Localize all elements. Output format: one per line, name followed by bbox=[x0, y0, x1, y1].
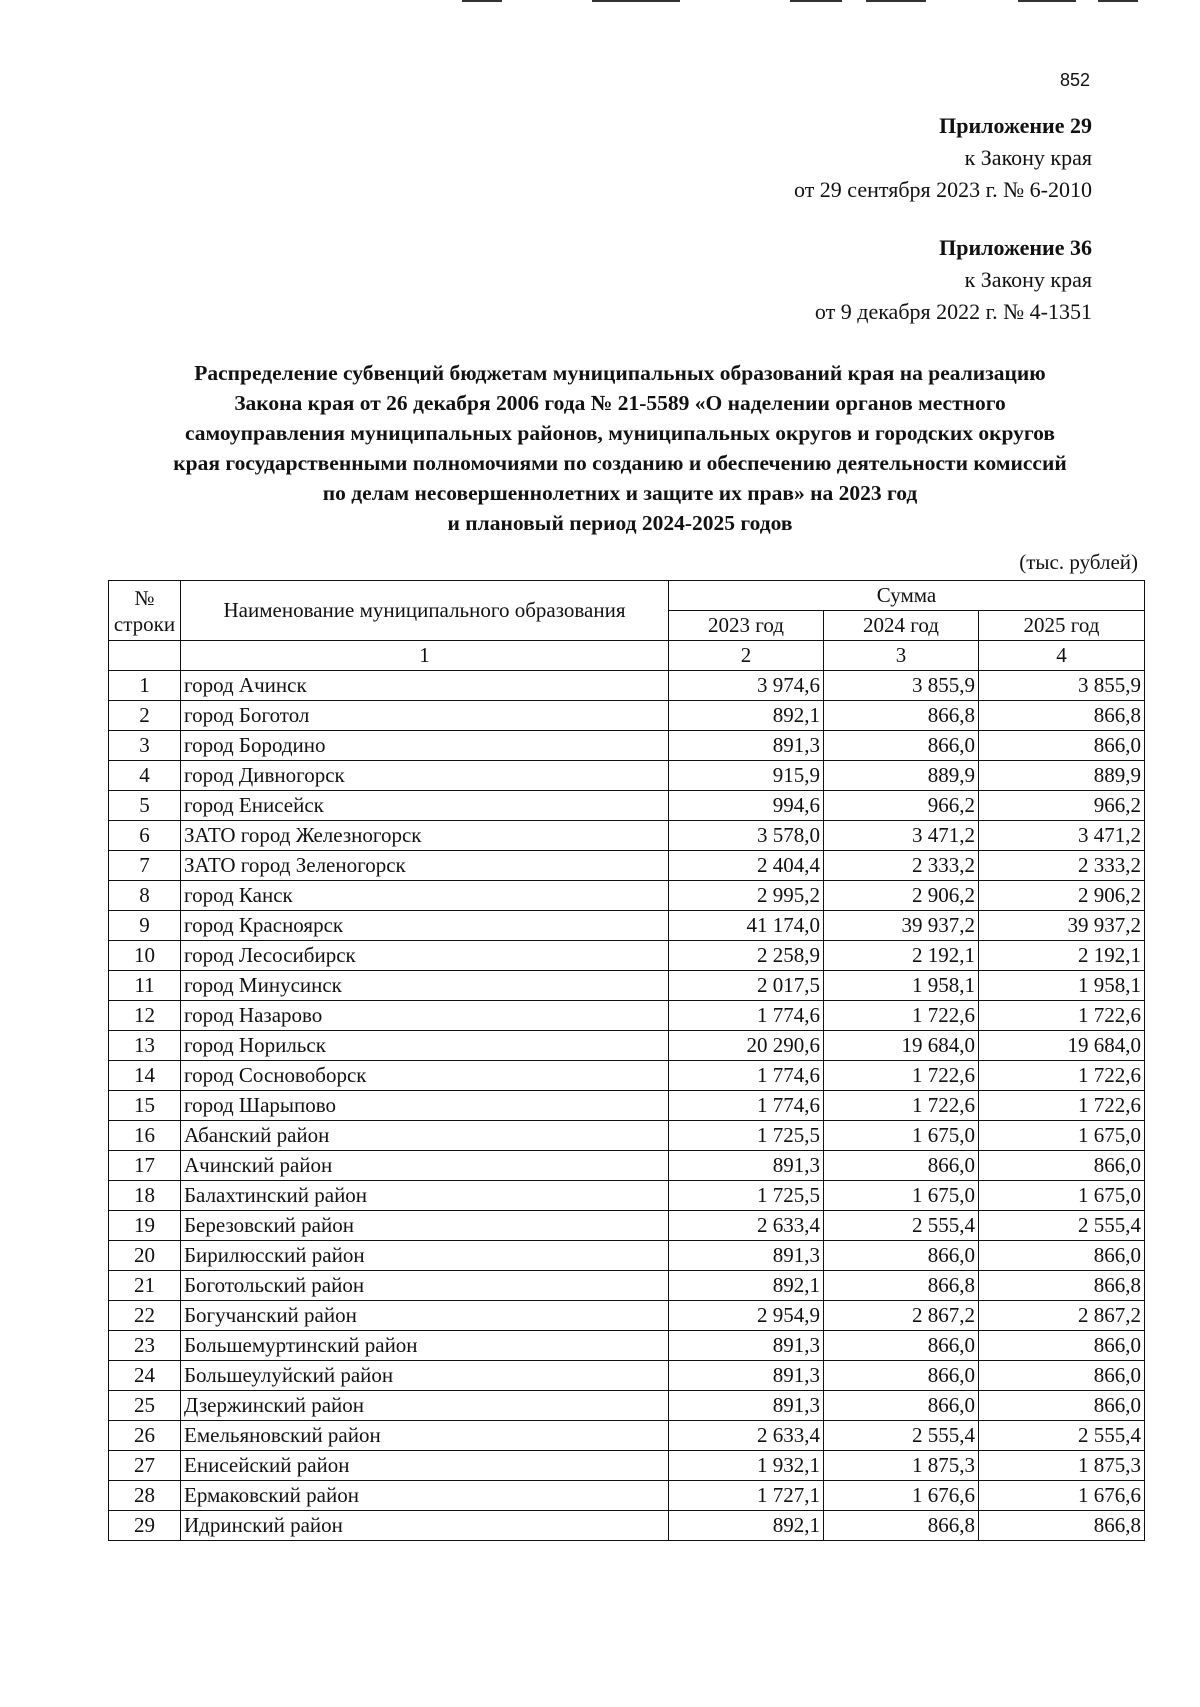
row-number: 17 bbox=[109, 1151, 181, 1181]
column-index: 3 bbox=[824, 641, 979, 671]
sum-2025: 3 471,2 bbox=[979, 821, 1145, 851]
municipality-name: Березовский район bbox=[181, 1211, 669, 1241]
table-row bbox=[109, 1361, 1145, 1391]
table-row bbox=[109, 1001, 1145, 1031]
row-number: 25 bbox=[109, 1391, 181, 1421]
municipality-name: Емельяновский район bbox=[181, 1421, 669, 1451]
row-number: 9 bbox=[109, 911, 181, 941]
sum-2025: 2 333,2 bbox=[979, 851, 1145, 881]
sum-2024: 866,0 bbox=[824, 1391, 979, 1421]
municipality-name: город Назарово bbox=[181, 1001, 669, 1031]
sum-2024: 3 855,9 bbox=[824, 671, 979, 701]
sum-2023: 1 725,5 bbox=[669, 1121, 824, 1151]
municipality-name: Идринский район bbox=[181, 1511, 669, 1541]
sum-2024: 2 333,2 bbox=[824, 851, 979, 881]
table-row bbox=[109, 1481, 1145, 1511]
sum-2024: 889,9 bbox=[824, 761, 979, 791]
sum-2023: 20 290,6 bbox=[669, 1031, 824, 1061]
sum-2025: 2 192,1 bbox=[979, 941, 1145, 971]
table-row bbox=[109, 1331, 1145, 1361]
sum-2024: 866,0 bbox=[824, 1151, 979, 1181]
row-number: 22 bbox=[109, 1301, 181, 1331]
sum-2024: 1 958,1 bbox=[824, 971, 979, 1001]
appendix-law-date: от 9 декабря 2022 г. № 4-1351 bbox=[814, 299, 1092, 324]
municipality-name: Дзержинский район bbox=[181, 1391, 669, 1421]
municipality-name: город Норильск bbox=[181, 1031, 669, 1061]
sum-2024: 2 555,4 bbox=[824, 1211, 979, 1241]
sum-2025: 3 855,9 bbox=[979, 671, 1145, 701]
row-number: 24 bbox=[109, 1361, 181, 1391]
row-number: 28 bbox=[109, 1481, 181, 1511]
sum-2025: 1 675,0 bbox=[979, 1181, 1145, 1211]
municipality-name: Большеулуйский район bbox=[181, 1361, 669, 1391]
row-number: 27 bbox=[109, 1451, 181, 1481]
municipality-name: город Шарыпово bbox=[181, 1091, 669, 1121]
sum-2025: 866,8 bbox=[979, 1511, 1145, 1541]
row-number: 2 bbox=[109, 701, 181, 731]
sum-2023: 1 774,6 bbox=[669, 1061, 824, 1091]
sum-2024: 966,2 bbox=[824, 791, 979, 821]
column-index: 4 bbox=[979, 641, 1145, 671]
sum-2024: 3 471,2 bbox=[824, 821, 979, 851]
column-index: 1 bbox=[181, 641, 669, 671]
table-row bbox=[109, 671, 1145, 701]
municipality-name: Богучанский район bbox=[181, 1301, 669, 1331]
row-number: 23 bbox=[109, 1331, 181, 1361]
title-line: самоуправления муниципальных районов, муниципальных округов и городских округов bbox=[185, 421, 1055, 445]
header-sum: Сумма bbox=[669, 581, 1145, 611]
table-row bbox=[109, 1151, 1145, 1181]
row-number: 13 bbox=[109, 1031, 181, 1061]
row-number: 8 bbox=[109, 881, 181, 911]
sum-2025: 2 906,2 bbox=[979, 881, 1145, 911]
document-title bbox=[100, 358, 1140, 538]
appendix-block-1 bbox=[794, 110, 1092, 206]
sum-2025: 1 675,0 bbox=[979, 1121, 1145, 1151]
row-number: 1 bbox=[109, 671, 181, 701]
sum-2025: 1 958,1 bbox=[979, 971, 1145, 1001]
sum-2024: 2 867,2 bbox=[824, 1301, 979, 1331]
table-row bbox=[109, 911, 1145, 941]
sum-2025: 866,8 bbox=[979, 701, 1145, 731]
column-index bbox=[109, 641, 181, 671]
municipality-name: город Енисейск bbox=[181, 791, 669, 821]
table-row bbox=[109, 821, 1145, 851]
sum-2023: 891,3 bbox=[669, 731, 824, 761]
sum-2025: 1 676,6 bbox=[979, 1481, 1145, 1511]
sum-2023: 2 017,5 bbox=[669, 971, 824, 1001]
row-number: 7 bbox=[109, 851, 181, 881]
sum-2024: 39 937,2 bbox=[824, 911, 979, 941]
appendix-title: Приложение 36 bbox=[939, 235, 1092, 260]
table-row bbox=[109, 1241, 1145, 1271]
sum-2023: 1 727,1 bbox=[669, 1481, 824, 1511]
appendix-law-ref: к Закону края bbox=[964, 145, 1092, 170]
table-row bbox=[109, 881, 1145, 911]
row-number: 21 bbox=[109, 1271, 181, 1301]
sum-2024: 1 676,6 bbox=[824, 1481, 979, 1511]
sum-2024: 866,0 bbox=[824, 1331, 979, 1361]
sum-2025: 866,0 bbox=[979, 1391, 1145, 1421]
municipality-name: город Ачинск bbox=[181, 671, 669, 701]
sum-2024: 19 684,0 bbox=[824, 1031, 979, 1061]
row-number: 6 bbox=[109, 821, 181, 851]
scan-artifact-lines bbox=[0, 0, 1200, 4]
municipality-name: Большемуртинский район bbox=[181, 1331, 669, 1361]
table-row bbox=[109, 1451, 1145, 1481]
sum-2024: 1 722,6 bbox=[824, 1001, 979, 1031]
municipality-name: Балахтинский район bbox=[181, 1181, 669, 1211]
table-row bbox=[109, 1511, 1145, 1541]
row-number: 18 bbox=[109, 1181, 181, 1211]
municipality-name: город Канск bbox=[181, 881, 669, 911]
sum-2024: 1 722,6 bbox=[824, 1091, 979, 1121]
sum-2023: 891,3 bbox=[669, 1241, 824, 1271]
table-row bbox=[109, 1061, 1145, 1091]
sum-2024: 866,0 bbox=[824, 731, 979, 761]
sum-2024: 1 675,0 bbox=[824, 1181, 979, 1211]
header-row-number: № строки bbox=[109, 581, 181, 641]
sum-2023: 891,3 bbox=[669, 1391, 824, 1421]
municipality-name: Ермаковский район bbox=[181, 1481, 669, 1511]
row-number: 20 bbox=[109, 1241, 181, 1271]
sum-2024: 1 875,3 bbox=[824, 1451, 979, 1481]
municipality-name: город Минусинск bbox=[181, 971, 669, 1001]
sum-2023: 2 404,4 bbox=[669, 851, 824, 881]
sum-2025: 19 684,0 bbox=[979, 1031, 1145, 1061]
sum-2025: 1 722,6 bbox=[979, 1061, 1145, 1091]
row-number: 29 bbox=[109, 1511, 181, 1541]
title-line: Распределение субвенций бюджетам муниципальных образований края на реализацию bbox=[194, 361, 1046, 385]
sum-2023: 2 258,9 bbox=[669, 941, 824, 971]
municipality-name: город Бородино bbox=[181, 731, 669, 761]
sum-2023: 994,6 bbox=[669, 791, 824, 821]
sum-2024: 866,0 bbox=[824, 1361, 979, 1391]
municipality-name: город Красноярск bbox=[181, 911, 669, 941]
sum-2025: 2 555,4 bbox=[979, 1211, 1145, 1241]
sum-2025: 889,9 bbox=[979, 761, 1145, 791]
row-number: 11 bbox=[109, 971, 181, 1001]
sum-2023: 892,1 bbox=[669, 1511, 824, 1541]
sum-2024: 866,8 bbox=[824, 1271, 979, 1301]
municipality-name: город Сосновоборск bbox=[181, 1061, 669, 1091]
title-line: Закона края от 26 декабря 2006 года № 21-5589 «О наделении органов местного bbox=[234, 391, 1006, 415]
sum-2024: 2 192,1 bbox=[824, 941, 979, 971]
row-number: 16 bbox=[109, 1121, 181, 1151]
appendix-title: Приложение 29 bbox=[939, 113, 1092, 138]
sum-2023: 3 974,6 bbox=[669, 671, 824, 701]
municipality-name: Бирилюсский район bbox=[181, 1241, 669, 1271]
sum-2023: 2 633,4 bbox=[669, 1211, 824, 1241]
municipality-name: город Лесосибирск bbox=[181, 941, 669, 971]
title-line: по делам несовершеннолетних и защите их прав» на 2023 год bbox=[322, 481, 918, 505]
sum-2023: 891,3 bbox=[669, 1151, 824, 1181]
sum-2025: 966,2 bbox=[979, 791, 1145, 821]
sum-2024: 866,8 bbox=[824, 701, 979, 731]
appendix-law-ref: к Закону края bbox=[964, 267, 1092, 292]
sum-2023: 2 633,4 bbox=[669, 1421, 824, 1451]
sum-2025: 1 722,6 bbox=[979, 1001, 1145, 1031]
row-number: 5 bbox=[109, 791, 181, 821]
sum-2024: 2 906,2 bbox=[824, 881, 979, 911]
table-row bbox=[109, 941, 1145, 971]
sum-2023: 915,9 bbox=[669, 761, 824, 791]
appendix-law-date: от 29 сентября 2023 г. № 6-2010 bbox=[793, 177, 1092, 202]
table-row bbox=[109, 1031, 1145, 1061]
column-index: 2 bbox=[669, 641, 824, 671]
sum-2023: 2 995,2 bbox=[669, 881, 824, 911]
subvention-table bbox=[108, 580, 1145, 1541]
sum-2025: 866,0 bbox=[979, 1241, 1145, 1271]
municipality-name: Ачинский район bbox=[181, 1151, 669, 1181]
row-number: 3 bbox=[109, 731, 181, 761]
table-row bbox=[109, 971, 1145, 1001]
municipality-name: город Дивногорск bbox=[181, 761, 669, 791]
sum-2025: 2 867,2 bbox=[979, 1301, 1145, 1331]
table-row bbox=[109, 1181, 1145, 1211]
municipality-name: ЗАТО город Зеленогорск bbox=[181, 851, 669, 881]
sum-2024: 2 555,4 bbox=[824, 1421, 979, 1451]
appendix-block-2 bbox=[815, 232, 1092, 328]
sum-2025: 866,0 bbox=[979, 731, 1145, 761]
sum-2023: 892,1 bbox=[669, 701, 824, 731]
table-row bbox=[109, 1211, 1145, 1241]
sum-2025: 1 875,3 bbox=[979, 1451, 1145, 1481]
row-number: 10 bbox=[109, 941, 181, 971]
sum-2025: 2 555,4 bbox=[979, 1421, 1145, 1451]
row-number: 26 bbox=[109, 1421, 181, 1451]
sum-2025: 1 722,6 bbox=[979, 1091, 1145, 1121]
sum-2025: 39 937,2 bbox=[979, 911, 1145, 941]
sum-2025: 866,0 bbox=[979, 1151, 1145, 1181]
sum-2025: 866,0 bbox=[979, 1331, 1145, 1361]
header-name: Наименование муниципального образования bbox=[181, 581, 669, 641]
table-row bbox=[109, 851, 1145, 881]
row-number: 15 bbox=[109, 1091, 181, 1121]
sum-2024: 866,8 bbox=[824, 1511, 979, 1541]
table-row bbox=[109, 1301, 1145, 1331]
table-row bbox=[109, 1391, 1145, 1421]
row-number: 12 bbox=[109, 1001, 181, 1031]
row-number: 19 bbox=[109, 1211, 181, 1241]
sum-2024: 1 722,6 bbox=[824, 1061, 979, 1091]
sum-2023: 2 954,9 bbox=[669, 1301, 824, 1331]
sum-2024: 1 675,0 bbox=[824, 1121, 979, 1151]
sum-2023: 41 174,0 bbox=[669, 911, 824, 941]
header-year: 2025 год bbox=[979, 611, 1145, 641]
municipality-name: ЗАТО город Железногорск bbox=[181, 821, 669, 851]
municipality-name: Боготольский район bbox=[181, 1271, 669, 1301]
sum-2023: 1 725,5 bbox=[669, 1181, 824, 1211]
sum-2023: 892,1 bbox=[669, 1271, 824, 1301]
sum-2025: 866,8 bbox=[979, 1271, 1145, 1301]
sum-2023: 891,3 bbox=[669, 1331, 824, 1361]
municipality-name: город Боготол bbox=[181, 701, 669, 731]
title-line: края государственными полномочиями по созданию и обеспечению деятельности комиссий bbox=[173, 451, 1067, 475]
row-number: 4 bbox=[109, 761, 181, 791]
municipality-name: Абанский район bbox=[181, 1121, 669, 1151]
units-label: (тыс. рублей) bbox=[1019, 550, 1138, 574]
header-year: 2023 год bbox=[669, 611, 824, 641]
sum-2023: 891,3 bbox=[669, 1361, 824, 1391]
table-row bbox=[109, 1121, 1145, 1151]
page-number: 852 bbox=[1060, 70, 1091, 90]
table-row bbox=[109, 791, 1145, 821]
table-body bbox=[109, 671, 1145, 1541]
table-row bbox=[109, 1421, 1145, 1451]
table-row bbox=[109, 1271, 1145, 1301]
table-row bbox=[109, 1091, 1145, 1121]
title-line: и плановый период 2024-2025 годов bbox=[447, 511, 793, 535]
sum-2025: 866,0 bbox=[979, 1361, 1145, 1391]
sum-2023: 1 774,6 bbox=[669, 1091, 824, 1121]
municipality-name: Енисейский район bbox=[181, 1451, 669, 1481]
sum-2023: 1 932,1 bbox=[669, 1451, 824, 1481]
sum-2023: 1 774,6 bbox=[669, 1001, 824, 1031]
table-row bbox=[109, 761, 1145, 791]
table-row bbox=[109, 731, 1145, 761]
table-row bbox=[109, 701, 1145, 731]
header-year: 2024 год bbox=[824, 611, 979, 641]
sum-2024: 866,0 bbox=[824, 1241, 979, 1271]
sum-2023: 3 578,0 bbox=[669, 821, 824, 851]
row-number: 14 bbox=[109, 1061, 181, 1091]
